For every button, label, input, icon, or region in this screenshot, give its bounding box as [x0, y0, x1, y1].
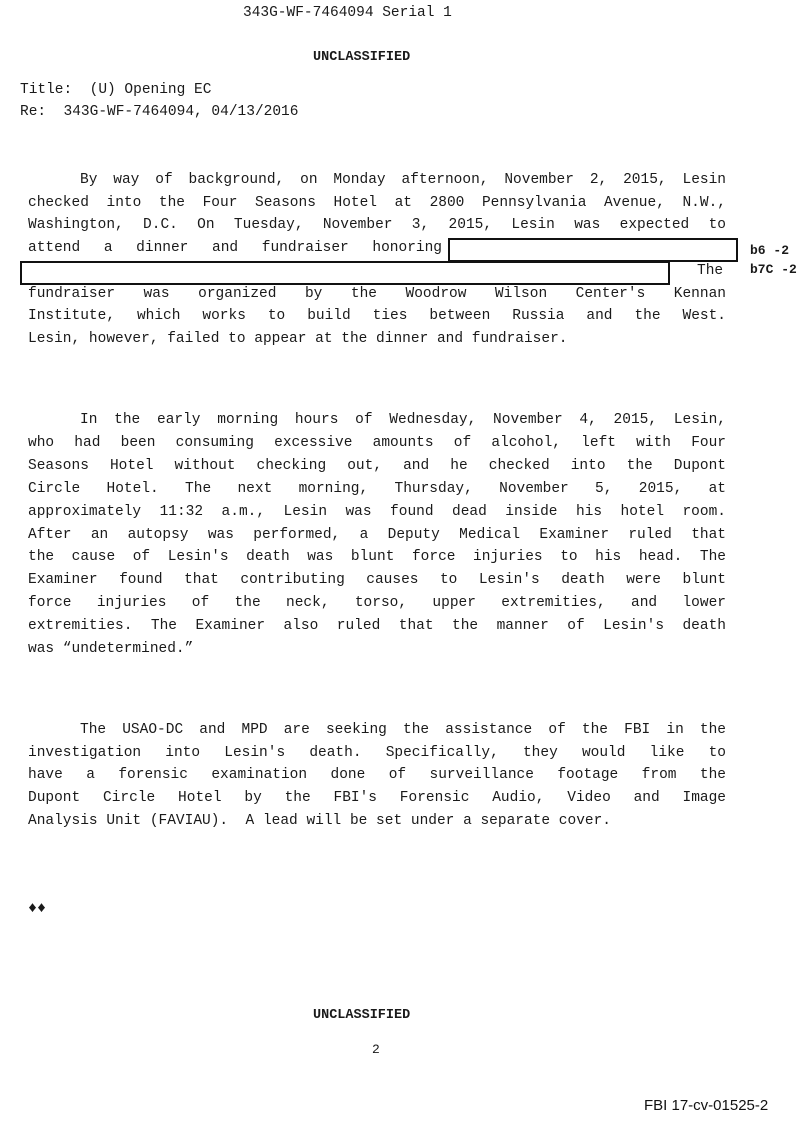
text-line: approximately 11:32 a.m., Lesin was found dead inside his hotel room. [28, 504, 726, 520]
document-title: Title: (U) Opening EC [20, 82, 212, 98]
text-line: investigation into Lesin's death. Specifically, they would like to [28, 745, 726, 761]
text-line: Institute, which works to build ties between Russia and the West. [28, 308, 726, 324]
text-line: Seasons Hotel without checking out, and he checked into the Dupont [28, 458, 726, 474]
document-re: Re: 343G-WF-7464094, 04/13/2016 [20, 104, 299, 120]
text-line: By way of background, on Monday afternoon, November 2, 2015, Lesin [80, 172, 726, 188]
exemption-code: b7C -2 [750, 262, 797, 277]
end-marker: ♦♦ [28, 900, 47, 917]
serial-header: 343G-WF-7464094 Serial 1 [243, 5, 452, 21]
classification-bottom: UNCLASSIFIED [313, 1008, 411, 1023]
text-line: checked into the Four Seasons Hotel at 2800 Pennsylvania Avenue, N.W., [28, 195, 726, 211]
text-line: have a forensic examination done of surveillance footage from the [28, 767, 726, 783]
text-line: The [697, 263, 724, 279]
text-line: The USAO-DC and MPD are seeking the assistance of the FBI in the [80, 722, 726, 738]
text-line: Washington, D.C. On Tuesday, November 3, 2015, Lesin was expected to [28, 217, 726, 233]
text-line: was “undetermined.” [28, 641, 194, 657]
classification-top: UNCLASSIFIED [313, 50, 411, 65]
text-line: extremities. The Examiner also ruled that the manner of Lesin's death [28, 618, 726, 634]
bates-number: FBI 17-cv-01525-2 [644, 1097, 769, 1114]
text-line: fundraiser was organized by the Woodrow Wilson Center's Kennan [28, 286, 726, 302]
text-line: who had been consuming excessive amounts of alcohol, left with Four [28, 435, 726, 451]
text-line: force injuries of the neck, torso, upper extremities, and lower [28, 595, 726, 611]
text-line: Circle Hotel. The next morning, Thursday, November 5, 2015, at [28, 481, 726, 497]
text-line: attend a dinner and fundraiser honoring [28, 240, 442, 256]
redaction-box [20, 261, 670, 285]
text-line: the cause of Lesin's death was blunt force injuries to his head. The [28, 549, 726, 565]
text-line: Dupont Circle Hotel by the FBI's Forensic Audio, Video and Image [28, 790, 726, 806]
text-line: Examiner found that contributing causes to Lesin's death were blunt [28, 572, 726, 588]
exemption-code: b6 -2 [750, 243, 790, 258]
text-line: In the early morning hours of Wednesday, November 4, 2015, Lesin, [80, 412, 726, 428]
text-line: Lesin, however, failed to appear at the dinner and fundraiser. [28, 331, 568, 347]
text-line: Analysis Unit (FAVIAU). A lead will be set under a separate cover. [28, 813, 611, 829]
page-number: 2 [372, 1042, 380, 1057]
redaction-box [448, 238, 738, 262]
text-line: After an autopsy was performed, a Deputy Medical Examiner ruled that [28, 527, 726, 543]
